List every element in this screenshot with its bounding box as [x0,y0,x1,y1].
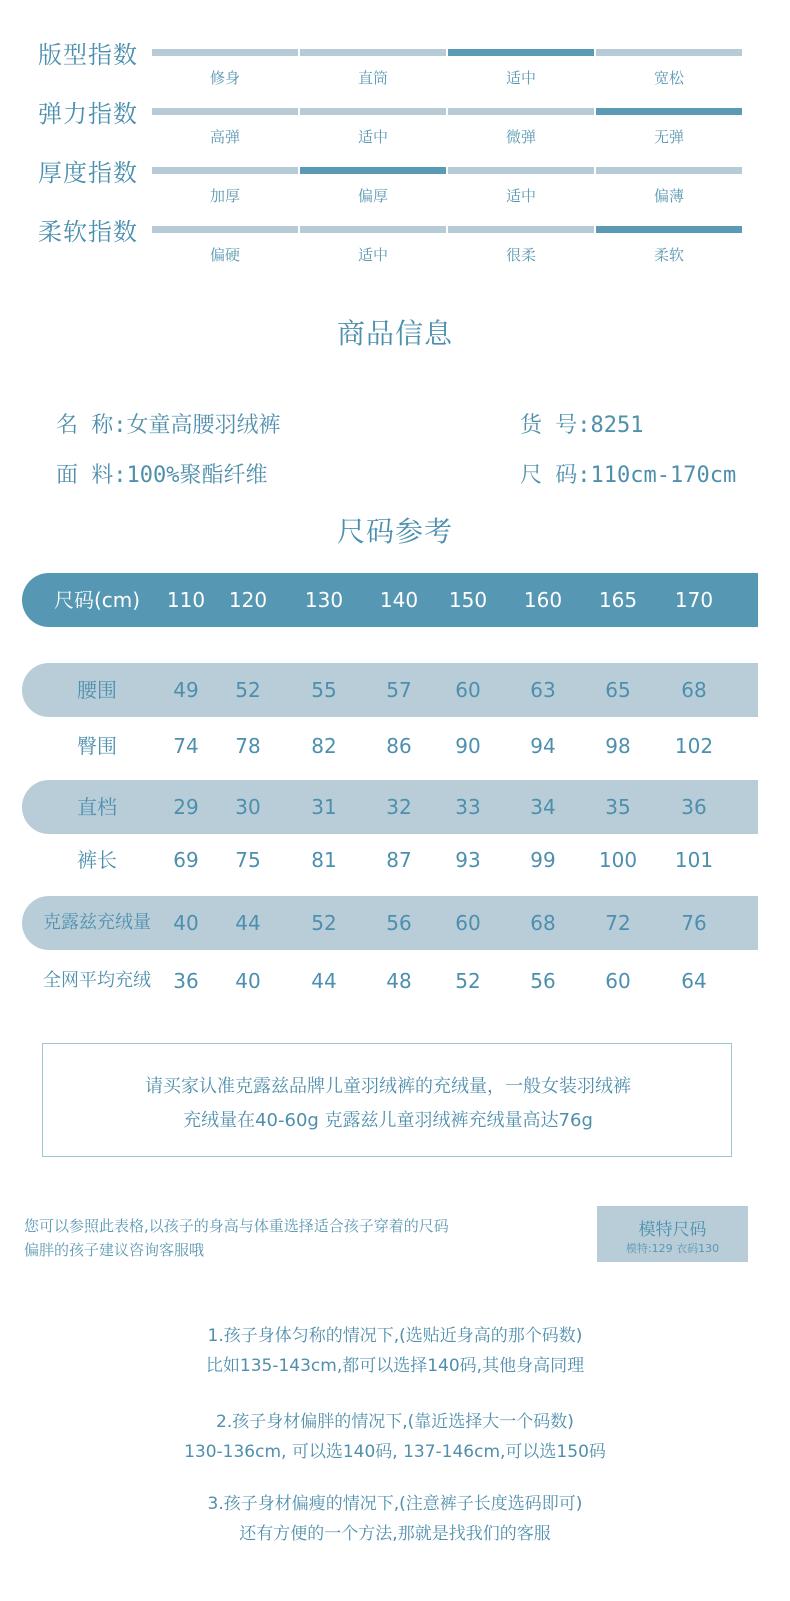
model-size-box [597,1206,748,1262]
product-fabric: 面 料:100%聚酯纤维 [56,463,268,488]
size-cell: 110 [166,588,206,612]
index-segment [152,167,298,174]
product-info-title: 商品信息 [336,317,453,350]
tip-3-line-2: 还有方便的一个方法,那就是找我们的客服 [239,1524,551,1544]
size-table-row [22,896,758,950]
tip-2-line-1: 2.孩子身材偏胖的情况下,(靠近选择大一个码数) [216,1412,574,1432]
notice-line-2: 充绒量在40-60g 克露兹儿童羽绒裤充绒量高达76g [183,1110,593,1131]
size-cell: 52 [455,969,481,993]
size-cell: 160 [523,588,563,612]
index-segment [448,226,594,233]
size-cell: 44 [311,969,337,993]
index-segment [300,49,446,56]
size-row-label: 直档 [77,795,117,819]
index-segment [152,108,298,115]
model-size-detail: 模特:129 衣码130 [625,1242,720,1255]
tip-1-line-1: 1.孩子身体匀称的情况下,(选贴近身高的那个码数) [207,1326,583,1346]
size-cell: 165 [598,588,638,612]
size-cell: 33 [455,795,481,819]
size-cell: 52 [235,678,261,702]
size-cell: 55 [311,678,337,702]
size-table-row [22,833,758,887]
size-table-row [22,954,758,1008]
index-segment [300,226,446,233]
index-label: 无弹 [653,128,684,146]
index-segment-active [448,49,594,56]
size-cell: 68 [681,678,707,702]
size-cell: 56 [530,969,556,993]
index-segment-active [300,167,446,174]
down-fill-notice [42,1043,732,1157]
index-segment [596,167,742,174]
size-table-row [22,663,758,717]
product-size-range: 尺 码:110cm-170cm [520,463,737,488]
size-cell: 99 [530,848,556,872]
size-cell: 35 [605,795,631,819]
size-cell: 102 [674,734,714,758]
tip-1-line-2: 比如135-143cm,都可以选择140码,其他身高同理 [205,1356,585,1376]
index-label: 偏硬 [209,246,240,264]
size-cell: 120 [228,588,268,612]
size-cell: 36 [173,969,199,993]
index-row [0,218,790,284]
size-cell: 98 [605,734,631,758]
index-label: 加厚 [209,187,240,205]
size-cell: 36 [681,795,707,819]
size-cell: 140 [379,588,419,612]
size-header-row [22,573,758,627]
size-hint-line-1: 您可以参照此表格,以孩子的身高与体重选择适合孩子穿着的尺码 [24,1217,449,1235]
index-label: 适中 [357,128,388,146]
index-segment [448,108,594,115]
index-label: 微弹 [505,128,536,146]
size-hint-line-2: 偏胖的孩子建议咨询客服哦 [24,1241,205,1259]
index-label: 适中 [505,187,536,205]
size-cell: 60 [455,678,481,702]
product-item-no: 货 号:8251 [520,413,644,438]
size-row-label: 尺码(cm) [53,588,141,612]
size-row-label: 全网平均充绒 [43,970,151,991]
size-cell: 74 [173,734,199,758]
size-cell: 170 [674,588,714,612]
index-segment [152,49,298,56]
size-cell: 72 [605,911,631,935]
notice-line-1: 请买家认准克露兹品牌儿童羽绒裤的充绒量，一般女装羽绒裤 [145,1076,631,1097]
index-label: 偏薄 [653,187,684,205]
size-cell: 82 [311,734,337,758]
size-cell: 94 [530,734,556,758]
index-segment [596,49,742,56]
index-label: 很柔 [505,246,536,264]
product-name: 名 称:女童高腰羽绒裤 [56,413,281,438]
size-cell: 31 [311,795,337,819]
index-segment [300,108,446,115]
index-label: 偏厚 [357,187,388,205]
index-title: 厚度指数 [38,159,138,187]
index-label: 宽松 [653,69,684,87]
size-row-label: 臀围 [77,734,117,758]
tip-3-line-1: 3.孩子身材偏瘦的情况下,(注意裤子长度选码即可) [207,1494,583,1514]
size-cell: 40 [173,911,199,935]
index-label: 直筒 [357,69,388,87]
size-row-label: 克露兹充绒量 [43,912,151,933]
size-row-label: 腰围 [77,678,117,702]
size-cell: 60 [605,969,631,993]
size-cell: 30 [235,795,261,819]
size-ref-title: 尺码参考 [336,515,453,548]
size-cell: 49 [173,678,199,702]
size-cell: 100 [598,848,638,872]
size-cell: 101 [674,848,714,872]
model-size-title: 模特尺码 [638,1220,707,1240]
index-segment-active [596,108,742,115]
size-cell: 69 [173,848,199,872]
index-segment-active [596,226,742,233]
index-label: 柔软 [653,246,684,264]
index-title: 版型指数 [38,41,138,69]
size-table-row [22,719,758,773]
index-title: 柔软指数 [38,218,138,246]
size-cell: 68 [530,911,556,935]
tip-2-line-2: 130-136cm, 可以选140码, 137-146cm,可以选150码 [184,1442,606,1462]
index-label: 适中 [357,246,388,264]
index-label: 高弹 [209,128,240,146]
size-row-label: 裤长 [77,848,117,872]
size-cell: 90 [455,734,481,758]
index-label: 修身 [209,69,240,87]
size-cell: 64 [681,969,707,993]
size-cell: 93 [455,848,481,872]
size-cell: 76 [681,911,707,935]
size-cell: 44 [235,911,261,935]
index-title: 弹力指数 [38,100,138,128]
size-cell: 57 [386,678,412,702]
size-cell: 75 [235,848,261,872]
size-cell: 78 [235,734,261,758]
size-cell: 81 [311,848,337,872]
size-cell: 34 [530,795,556,819]
index-segment [152,226,298,233]
size-cell: 40 [235,969,261,993]
size-cell: 130 [304,588,344,612]
size-cell: 32 [386,795,412,819]
size-cell: 65 [605,678,631,702]
index-label: 适中 [505,69,536,87]
size-cell: 60 [455,911,481,935]
size-cell: 63 [530,678,556,702]
size-cell: 150 [448,588,488,612]
index-segment [448,167,594,174]
size-cell: 87 [386,848,412,872]
size-table-row [22,780,758,834]
size-cell: 48 [386,969,412,993]
size-cell: 56 [386,911,412,935]
size-cell: 29 [173,795,199,819]
size-cell: 86 [386,734,412,758]
size-cell: 52 [311,911,337,935]
